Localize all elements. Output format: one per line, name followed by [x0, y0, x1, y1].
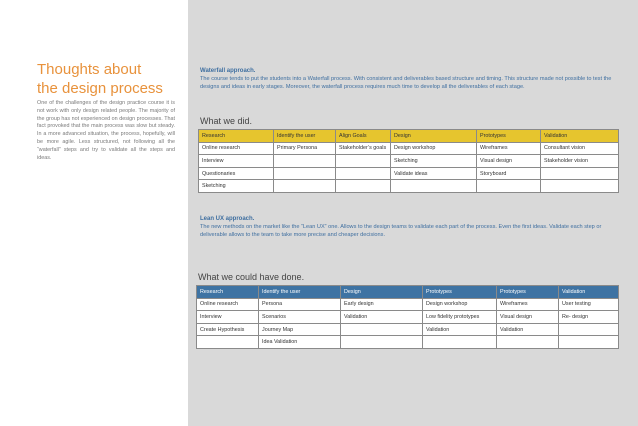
- table-cell: [541, 180, 619, 193]
- what-we-did-table: [198, 129, 619, 193]
- table-cell: Stakeholder vision: [541, 155, 619, 168]
- table-cell: Journey Map: [259, 323, 341, 336]
- header-cell: Research: [197, 286, 259, 299]
- table-cell: [274, 155, 336, 168]
- right-panel: [188, 0, 638, 426]
- header-cell: Validation: [559, 286, 619, 299]
- table-cell: [274, 180, 336, 193]
- lean-title: Lean UX approach.: [200, 216, 255, 222]
- table-cell: [497, 336, 559, 349]
- table-cell: Primary Persona: [274, 142, 336, 155]
- table-row: [197, 311, 619, 324]
- table-cell: [559, 323, 619, 336]
- header-cell: Design: [391, 130, 477, 143]
- table-cell: Create Hypothesis: [197, 323, 259, 336]
- table-cell: Sketching: [199, 180, 274, 193]
- header-cell: Prototypes: [497, 286, 559, 299]
- table-row: [199, 142, 619, 155]
- table-cell: [341, 323, 423, 336]
- table-cell: [423, 336, 497, 349]
- header-cell: Validation: [541, 130, 619, 143]
- table-row: [199, 180, 619, 193]
- table-cell: [336, 167, 391, 180]
- table-cell: [336, 180, 391, 193]
- table-cell: Visual design: [497, 311, 559, 324]
- table-cell: Questionaries: [199, 167, 274, 180]
- table-row: [197, 323, 619, 336]
- table-row: [197, 336, 619, 349]
- table-cell: Early design: [341, 298, 423, 311]
- header-cell: Align Goals: [336, 130, 391, 143]
- table-cell: [477, 180, 541, 193]
- title-line-2: the design process: [37, 80, 163, 97]
- waterfall-text: The course tends to put the students into a Waterfall process. With consistent and deliverables based structure and timing. This structure made not possible to test the designs and ideas in early stages. Moreover, the waterfall process requires much time to develop all the deliverables of each stage.: [200, 76, 612, 90]
- header-cell: Prototypes: [477, 130, 541, 143]
- table-cell: Re- design: [559, 311, 619, 324]
- table-cell: [274, 167, 336, 180]
- table-cell: Visual design: [477, 155, 541, 168]
- table-cell: Interview: [197, 311, 259, 324]
- page-title: [37, 60, 187, 98]
- what-we-did-title: What we did.: [200, 116, 253, 126]
- table-cell: User testing: [559, 298, 619, 311]
- table-cell: Persona: [259, 298, 341, 311]
- table-cell: Validation: [497, 323, 559, 336]
- lean-text: The new methods on the market like the “Lean UX” one. Allows to the design teams to validate each part of the process. Even the first ideas. Validate each step or deliverable allows to the team to take more precise and cheaper decisions.: [200, 224, 602, 238]
- table-cell: Design workshop: [423, 298, 497, 311]
- table-cell: Storyboard: [477, 167, 541, 180]
- table-cell: Scenarios: [259, 311, 341, 324]
- header-cell: Prototypes: [423, 286, 497, 299]
- table-cell: [197, 336, 259, 349]
- table-cell: Design workshop: [391, 142, 477, 155]
- table-cell: [341, 336, 423, 349]
- table-row: [197, 298, 619, 311]
- table-cell: Validation: [341, 311, 423, 324]
- what-we-could-table: [196, 285, 619, 349]
- table-cell: Online research: [197, 298, 259, 311]
- table-cell: [559, 336, 619, 349]
- title-line-1: Thoughts about: [37, 61, 142, 78]
- table-cell: [336, 155, 391, 168]
- header-cell: Identify the user: [259, 286, 341, 299]
- header-cell: Identify the user: [274, 130, 336, 143]
- table-cell: Sketching: [391, 155, 477, 168]
- table-cell: Wireframes: [477, 142, 541, 155]
- table-cell: Consultant vision: [541, 142, 619, 155]
- header-cell: Design: [341, 286, 423, 299]
- table-cell: [391, 180, 477, 193]
- table-header-row: [197, 286, 619, 299]
- table-cell: Wireframes: [497, 298, 559, 311]
- table-header-row: [199, 130, 619, 143]
- table-cell: Interview: [199, 155, 274, 168]
- table-cell: Idea Validation: [259, 336, 341, 349]
- table-cell: Low fidelity prototypes: [423, 311, 497, 324]
- table-cell: [541, 167, 619, 180]
- intro-paragraph: One of the challenges of the design practice course it is not work with only design related people. The majority of the group has not experienced on design processes. That fact provoked that the main process was slow but steady. In a more advanced situation, the process, hopefully, will be more agile. Less structured, not following all the “waterfall” steps and try to validate all the steps and ideas.: [37, 100, 175, 161]
- table-row: [199, 155, 619, 168]
- table-cell: Validate ideas: [391, 167, 477, 180]
- table-cell: Validation: [423, 323, 497, 336]
- header-cell: Research: [199, 130, 274, 143]
- table-cell: Online research: [199, 142, 274, 155]
- waterfall-title: Waterfall approach.: [200, 68, 256, 74]
- table-row: [199, 167, 619, 180]
- table-cell: Stakeholder’s goals: [336, 142, 391, 155]
- what-we-could-title: What we could have done.: [198, 272, 305, 282]
